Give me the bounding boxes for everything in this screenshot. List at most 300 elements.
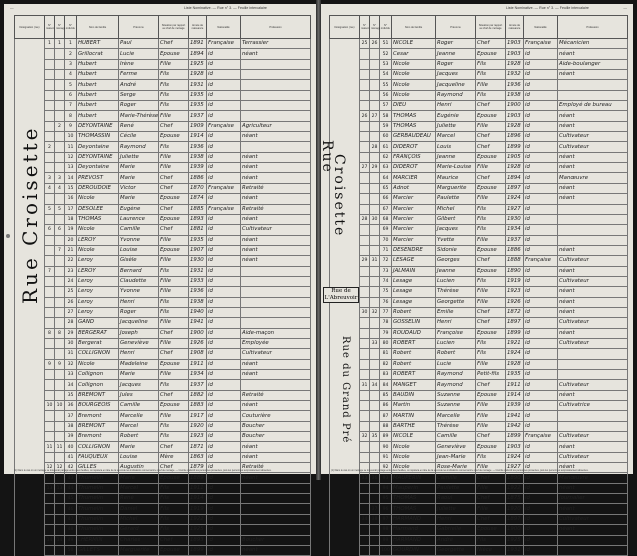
birth-year-cell: 1908	[189, 349, 207, 359]
relation-cell: Fils	[159, 70, 189, 80]
household-number-cell: 7	[55, 245, 65, 255]
birth-year-cell: 1935	[189, 101, 207, 111]
column-header: N° individu	[65, 16, 77, 39]
relation-cell: Epouse	[476, 266, 506, 276]
profession-cell: Agriculteur	[241, 121, 311, 131]
surname-cell: COLLIGNON	[77, 442, 119, 452]
house-number-cell	[360, 194, 370, 204]
birth-year-cell: 1907	[189, 245, 207, 255]
table-row	[330, 59, 628, 69]
birth-year-cell: 1938	[189, 152, 207, 162]
relation-cell: Epouse	[159, 245, 189, 255]
first-name-cell: Françoise	[436, 328, 476, 338]
surname-cell: Leroy	[77, 256, 119, 266]
birth-year-cell: 1936	[189, 287, 207, 297]
nationality-cell: id	[207, 173, 241, 183]
relation-cell: Petit-fils	[476, 370, 506, 380]
street-cell	[15, 473, 45, 483]
street-cell	[15, 70, 45, 80]
nationality-cell: id	[524, 504, 558, 514]
birth-year-cell: 1928	[189, 70, 207, 80]
relation-cell: Chef	[159, 463, 189, 473]
individual-number-cell: 40	[65, 442, 77, 452]
nationality-cell: id	[524, 380, 558, 390]
surname-cell: DIDEROT	[392, 163, 436, 173]
profession-cell: Boucher	[241, 421, 311, 431]
table-row	[330, 276, 628, 286]
relation-cell: Fille	[476, 297, 506, 307]
relation-cell: Chef	[159, 328, 189, 338]
table-row	[330, 349, 628, 359]
household-number-cell: 11	[55, 442, 65, 452]
individual-number-cell: 7	[65, 101, 77, 111]
profession-cell	[558, 370, 628, 380]
birth-year-cell: 1899	[506, 432, 524, 442]
profession-cell	[241, 504, 311, 514]
profession-cell	[241, 514, 311, 524]
surname-cell: ROBERT	[392, 338, 436, 348]
street-cell	[15, 111, 45, 121]
table-row	[15, 338, 311, 348]
surname-cell: Hubert	[77, 70, 119, 80]
relation-cell: Chef	[159, 173, 189, 183]
household-number-cell: 30	[370, 214, 380, 224]
surname-cell: Robert	[392, 307, 436, 317]
individual-number-cell: 38	[65, 421, 77, 431]
relation-cell: Chef	[159, 349, 189, 359]
table-row	[15, 142, 311, 152]
first-name-cell: Emilie	[436, 307, 476, 317]
birth-year-cell: 1928	[506, 59, 524, 69]
street-cell	[330, 49, 360, 59]
surname-cell: Marcier	[392, 204, 436, 214]
house-number-cell	[360, 370, 370, 380]
house-number-cell	[360, 494, 370, 504]
column-header: Nationalité	[524, 16, 558, 39]
first-name-cell: Cécile	[119, 132, 159, 142]
table-row	[15, 266, 311, 276]
nationality-cell: id	[207, 90, 241, 100]
individual-number-cell: 29	[65, 328, 77, 338]
house-number-cell	[45, 49, 55, 59]
footnote: (1) Dans le cas où un ménage se trouverait partagé entre deux feuilles, on répétera en tête de la seconde les indications concernant le chef de ménage. — Inscrire d'abord les personnes présentes, puis les personnes temporairement absentes.	[14, 469, 272, 472]
birth-year-cell: 1934	[506, 225, 524, 235]
street-cell	[330, 442, 360, 452]
birth-year-cell: 1911	[506, 380, 524, 390]
individual-number-cell: 80	[380, 338, 392, 348]
birth-year-cell: 1920	[506, 504, 524, 514]
relation-cell: Epouse	[476, 245, 506, 255]
first-name-cell: Juliette	[436, 121, 476, 131]
table-row	[330, 183, 628, 193]
first-name-cell: Roger	[436, 59, 476, 69]
nationality-cell: id	[524, 183, 558, 193]
column-header: Profession	[241, 16, 311, 39]
household-number-cell: 35	[370, 432, 380, 442]
birth-year-cell: 1882	[189, 390, 207, 400]
street-cell	[330, 483, 360, 493]
relation-cell: Chef	[476, 39, 506, 49]
first-name-cell: Louis	[436, 142, 476, 152]
house-number-cell	[360, 535, 370, 545]
surname-cell: BREMONT	[77, 421, 119, 431]
nationality-cell: id	[524, 545, 558, 555]
table-row	[330, 318, 628, 328]
first-name-cell: Camille	[436, 473, 476, 483]
relation-cell: Fille	[476, 421, 506, 431]
surname-cell: PREVOST	[77, 173, 119, 183]
table-row	[330, 121, 628, 131]
relation-cell: Chef	[159, 390, 189, 400]
surname-cell: Hubert	[77, 59, 119, 69]
nationality-cell: id	[207, 473, 241, 483]
table-row	[15, 214, 311, 224]
first-name-cell: Sidonie	[436, 245, 476, 255]
birth-year-cell: 1933	[189, 276, 207, 286]
table-row	[330, 101, 628, 111]
surname-cell: Collignon	[77, 370, 119, 380]
nationality-cell: id	[524, 152, 558, 162]
birth-year-cell: 1897	[506, 318, 524, 328]
profession-cell: néant	[241, 442, 311, 452]
profession-cell: néant	[558, 152, 628, 162]
house-number-cell	[360, 504, 370, 514]
individual-number-cell: 26	[65, 297, 77, 307]
relation-cell: Epouse	[159, 473, 189, 483]
surname-cell: Grillocrat	[77, 49, 119, 59]
table-row	[15, 421, 311, 431]
household-number-cell	[55, 256, 65, 266]
individual-number-cell: 23	[65, 266, 77, 276]
surname-cell: LESAGE	[392, 256, 436, 266]
profession-cell: Couturière	[241, 411, 311, 421]
table-row	[15, 152, 311, 162]
individual-number-cell: 22	[65, 256, 77, 266]
table-row	[15, 318, 311, 328]
birth-year-cell: 1903	[506, 39, 524, 49]
nationality-cell: id	[207, 370, 241, 380]
individual-number-cell: 47	[65, 514, 77, 524]
street-label-croisette: Croisette	[331, 154, 347, 238]
table-row	[15, 442, 311, 452]
household-number-cell	[370, 132, 380, 142]
nationality-cell: id	[524, 287, 558, 297]
first-name-cell: Augustin	[119, 463, 159, 473]
household-number-cell	[370, 49, 380, 59]
profession-cell: Cultivateur	[558, 452, 628, 462]
profession-cell	[241, 380, 311, 390]
household-number-cell: 13	[55, 483, 65, 493]
surname-cell: THOMAS	[392, 111, 436, 121]
birth-year-cell: 1870	[189, 183, 207, 193]
house-number-cell: 27	[360, 163, 370, 173]
house-number-cell	[360, 80, 370, 90]
household-number-cell	[55, 390, 65, 400]
surname-cell: Harmand	[392, 525, 436, 535]
birth-year-cell: 1932	[506, 70, 524, 80]
house-number-cell	[45, 276, 55, 286]
relation-cell: Fille	[476, 411, 506, 421]
individual-number-cell: 55	[380, 80, 392, 90]
household-number-cell: 9	[55, 359, 65, 369]
street-cell	[330, 256, 360, 266]
nationality-cell: id	[207, 411, 241, 421]
profession-cell: néant	[241, 359, 311, 369]
birth-year-cell: 1894	[506, 173, 524, 183]
individual-number-cell: 63	[380, 163, 392, 173]
relation-cell: Chef	[476, 256, 506, 266]
house-number-cell	[360, 132, 370, 142]
birth-year-cell: 1925	[189, 59, 207, 69]
table-row	[15, 473, 311, 483]
surname-cell: GERBAUDEAU	[392, 132, 436, 142]
individual-number-cell: 24	[65, 276, 77, 286]
birth-year-cell: 1900	[189, 328, 207, 338]
relation-cell: Chef	[476, 101, 506, 111]
household-number-cell	[370, 204, 380, 214]
house-number-cell	[45, 421, 55, 431]
individual-number-cell: 84	[380, 380, 392, 390]
household-number-cell	[55, 90, 65, 100]
first-name-cell: Camille	[436, 432, 476, 442]
profession-cell: néant	[558, 70, 628, 80]
individual-number-cell: 32	[65, 359, 77, 369]
relation-cell: Fille	[476, 483, 506, 493]
table-header-row	[15, 16, 311, 39]
profession-cell	[241, 101, 311, 111]
household-number-cell	[370, 452, 380, 462]
profession-cell: néant	[558, 183, 628, 193]
table-row	[15, 101, 311, 111]
first-name-cell: Georgette	[436, 297, 476, 307]
relation-cell: Fille	[476, 235, 506, 245]
relation-cell: Chef	[476, 318, 506, 328]
birth-year-cell: 1888	[506, 256, 524, 266]
surname-cell: Thumelin	[77, 504, 119, 514]
household-number-cell	[55, 59, 65, 69]
house-number-cell: 26	[360, 111, 370, 121]
birth-year-cell: 1920	[189, 421, 207, 431]
street-cell	[330, 101, 360, 111]
individual-number-cell: 15	[65, 183, 77, 193]
surname-cell: Hubert	[77, 111, 119, 121]
house-number-cell: 9	[45, 359, 55, 369]
household-number-cell: 2	[55, 121, 65, 131]
house-number-cell	[360, 245, 370, 255]
house-number-cell	[45, 380, 55, 390]
table-row	[15, 287, 311, 297]
house-number-cell: 7	[45, 266, 55, 276]
household-number-cell	[370, 535, 380, 545]
household-number-cell: 1	[55, 39, 65, 49]
house-number-cell	[360, 525, 370, 535]
surname-cell: Marcier	[392, 225, 436, 235]
first-name-cell: André	[436, 535, 476, 545]
relation-cell: Fils	[476, 90, 506, 100]
house-number-cell: 12	[45, 463, 55, 473]
table-row	[15, 504, 311, 514]
first-name-cell: Jeanne	[436, 49, 476, 59]
nationality-cell: id	[524, 318, 558, 328]
birth-year-cell: 1925	[189, 525, 207, 535]
surname-cell: ROBERT	[392, 370, 436, 380]
table-row	[15, 297, 311, 307]
profession-cell: Employée	[241, 338, 311, 348]
nationality-cell: id	[207, 214, 241, 224]
profession-cell: néant	[241, 256, 311, 266]
column-header: Année de naissance	[506, 16, 524, 39]
individual-number-cell: 28	[65, 318, 77, 328]
first-name-cell: Raymond	[436, 370, 476, 380]
nationality-cell: id	[207, 338, 241, 348]
household-number-cell: 27	[370, 111, 380, 121]
first-name-cell: Yvonne	[119, 287, 159, 297]
first-name-cell: Jules	[119, 390, 159, 400]
surname-cell: Marcier	[392, 214, 436, 224]
first-name-cell: Bernard	[119, 266, 159, 276]
house-number-cell	[45, 101, 55, 111]
house-number-cell	[45, 214, 55, 224]
relation-cell: Fille	[159, 318, 189, 328]
relation-cell: Fille	[476, 401, 506, 411]
house-number-cell	[360, 287, 370, 297]
table-row	[330, 525, 628, 535]
individual-number-cell: 72	[380, 256, 392, 266]
birth-year-cell: 1931	[189, 80, 207, 90]
household-number-cell	[55, 318, 65, 328]
individual-number-cell: 91	[380, 452, 392, 462]
individual-number-cell: 88	[380, 421, 392, 431]
surname-cell: HARMAND	[392, 514, 436, 524]
relation-cell: Chef	[476, 514, 506, 524]
street-cell	[330, 70, 360, 80]
profession-cell	[241, 80, 311, 90]
page-number: —	[623, 6, 627, 10]
surname-cell: Cesar	[392, 49, 436, 59]
first-name-cell: Suzanne	[436, 390, 476, 400]
relation-cell: Fils	[476, 59, 506, 69]
individual-number-cell: 20	[65, 235, 77, 245]
first-name-cell: Raymond	[436, 90, 476, 100]
individual-number-cell: 11	[65, 142, 77, 152]
table-row	[15, 183, 311, 193]
birth-year-cell: 1923	[506, 287, 524, 297]
first-name-cell: Camille	[119, 401, 159, 411]
street-cell	[15, 401, 45, 411]
first-name-cell: Marie	[119, 370, 159, 380]
street-cell	[15, 504, 45, 514]
first-name-cell: Maurice	[436, 173, 476, 183]
nationality-cell: id	[524, 514, 558, 524]
table-row	[330, 297, 628, 307]
street-cell	[330, 39, 360, 49]
house-number-cell	[45, 70, 55, 80]
nationality-cell: id	[207, 152, 241, 162]
household-number-cell	[55, 514, 65, 524]
birth-year-cell: 1922	[189, 514, 207, 524]
table-row	[330, 545, 628, 555]
household-number-cell	[55, 432, 65, 442]
birth-year-cell: 1942	[506, 421, 524, 431]
household-number-cell	[370, 525, 380, 535]
house-number-cell: 4	[45, 183, 55, 193]
birth-year-cell: 1903	[506, 111, 524, 121]
birth-year-cell: 1928	[506, 359, 524, 369]
house-number-cell: 14	[45, 535, 55, 545]
household-number-cell: 38	[370, 514, 380, 524]
individual-number-cell: 34	[65, 380, 77, 390]
street-cell	[15, 535, 45, 545]
profession-cell	[558, 535, 628, 545]
surname-cell: HUBERT	[77, 39, 119, 49]
first-name-cell: Jacqueline	[119, 318, 159, 328]
column-header: Nationalité	[207, 16, 241, 39]
nationality-cell: id	[207, 535, 241, 545]
individual-number-cell: 37	[65, 411, 77, 421]
nationality-cell: id	[524, 473, 558, 483]
profession-cell	[241, 111, 311, 121]
house-number-cell: 11	[45, 442, 55, 452]
first-name-cell: Marie	[119, 473, 159, 483]
first-name-cell: Georges	[436, 256, 476, 266]
household-number-cell	[55, 287, 65, 297]
individual-number-cell: 43	[65, 473, 77, 483]
relation-cell: Chef	[159, 39, 189, 49]
first-name-cell: Marcelle	[119, 411, 159, 421]
birth-year-cell: 1914	[189, 132, 207, 142]
individual-number-cell: 90	[380, 442, 392, 452]
table-row	[330, 411, 628, 421]
profession-cell: Cultivateur	[558, 276, 628, 286]
house-number-cell: 1	[45, 39, 55, 49]
individual-number-cell: 93	[380, 473, 392, 483]
surname-cell: Nicole	[77, 245, 119, 255]
birth-year-cell: 1891	[189, 39, 207, 49]
surname-cell: BARTHE	[392, 421, 436, 431]
birth-year-cell: 1890	[506, 266, 524, 276]
household-number-cell	[370, 235, 380, 245]
household-number-cell	[370, 121, 380, 131]
household-number-cell: 14	[55, 535, 65, 545]
house-number-cell	[45, 121, 55, 131]
household-number-cell: 36	[370, 473, 380, 483]
nationality-cell: id	[207, 287, 241, 297]
profession-cell: Boucher	[241, 432, 311, 442]
surname-cell: Nicole	[77, 225, 119, 235]
profession-cell: néant	[558, 194, 628, 204]
profession-cell: néant	[241, 245, 311, 255]
relation-cell: Epouse	[476, 442, 506, 452]
table-row	[15, 276, 311, 286]
household-number-cell: 12	[55, 463, 65, 473]
surname-cell: GILLES	[77, 463, 119, 473]
street-cell	[15, 432, 45, 442]
surname-cell: THOMAS	[392, 494, 436, 504]
table-row	[15, 514, 311, 524]
household-number-cell	[55, 101, 65, 111]
profession-cell: néant	[241, 401, 311, 411]
relation-cell: Fils	[159, 514, 189, 524]
table-row	[15, 235, 311, 245]
table-row	[330, 194, 628, 204]
house-number-cell	[45, 349, 55, 359]
census-table-left	[14, 15, 311, 556]
individual-number-cell: 65	[380, 183, 392, 193]
surname-cell: FRANÇOIS	[392, 152, 436, 162]
column-header: N° ménage	[55, 16, 65, 39]
individual-number-cell: 49	[65, 535, 77, 545]
nationality-cell: id	[524, 452, 558, 462]
